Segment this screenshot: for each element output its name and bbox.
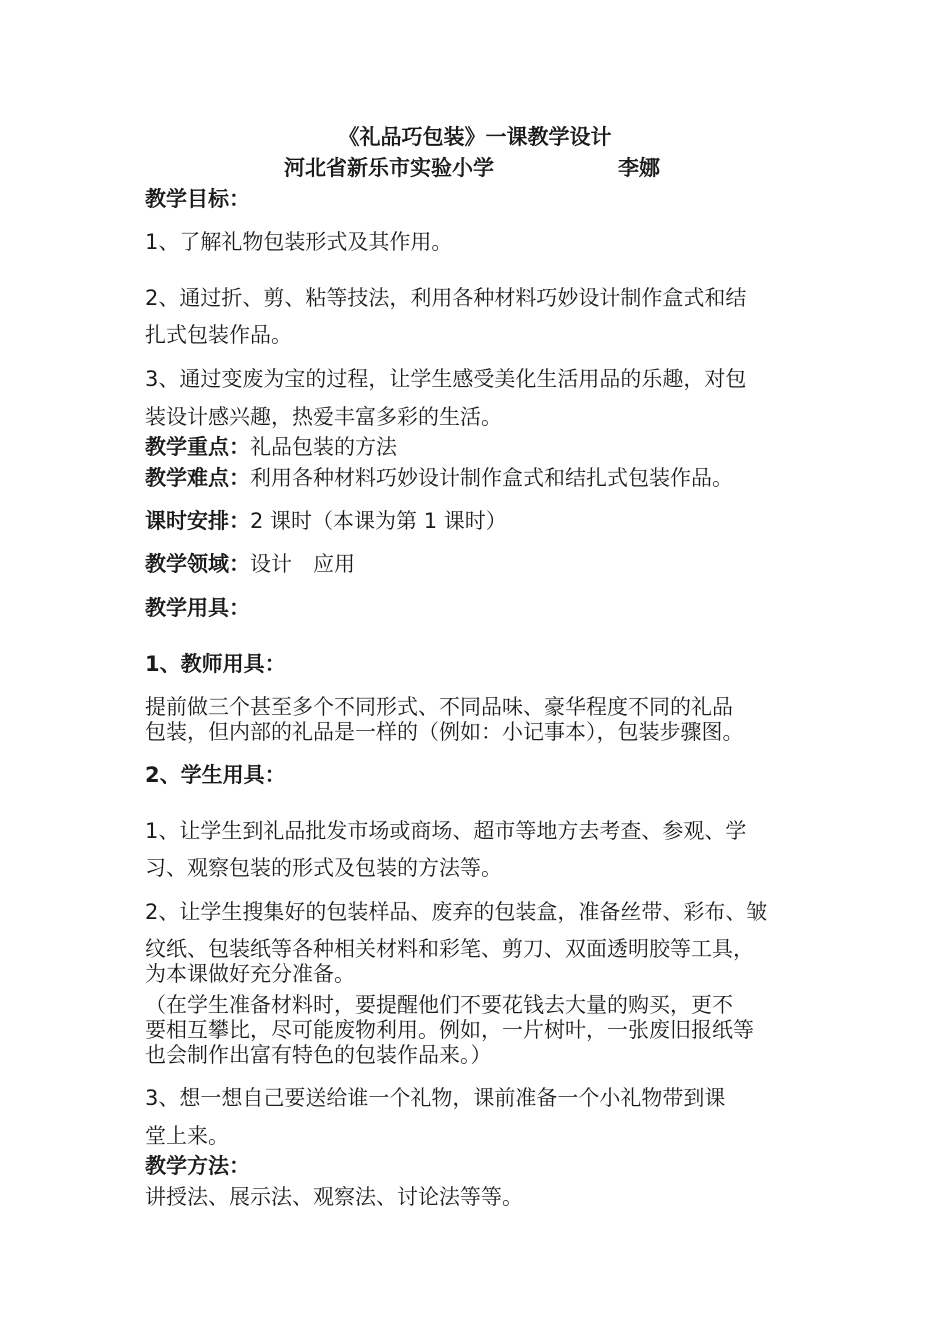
teaching-domain xyxy=(145,551,355,577)
goal-2-line-1: 2、通过折、剪、粘等技法，利用各种材料巧妙设计制作盒式和结 xyxy=(145,286,747,310)
student-item-2-line-1: 2、让学生搜集好的包装样品、废弃的包装盒，准备丝带、彩布、皱 xyxy=(145,900,768,924)
domain-label: 教学领域： xyxy=(145,552,250,576)
key-point-text: 礼品包装的方法 xyxy=(250,435,397,459)
teacher-tools-heading: 1、教师用具： xyxy=(145,652,286,676)
student-item-1-line-1: 1、让学生到礼品批发市场或商场、超市等地方去考查、参观、学 xyxy=(145,819,747,843)
author-name: 李娜 xyxy=(618,156,660,180)
student-item-2-line-3: 为本课做好充分准备。 xyxy=(145,962,355,986)
note-line-1: （在学生准备材料时，要提醒他们不要花钱去大量的购买，更不 xyxy=(145,993,733,1017)
goals-heading: 教学目标： xyxy=(145,187,250,211)
goal-3-line-1: 3、通过变废为宝的过程，让学生感受美化生活用品的乐趣，对包 xyxy=(145,367,747,391)
document-title: 《礼品巧包装》一课教学设计 xyxy=(338,125,612,149)
difficulty-point xyxy=(145,465,733,491)
student-item-3-line-1: 3、想一想自己要送给谁一个礼物，课前准备一个小礼物带到课 xyxy=(145,1086,726,1110)
methods-heading: 教学方法： xyxy=(145,1154,250,1178)
tools-heading: 教学用具： xyxy=(145,596,250,620)
domain-text: 设计 应用 xyxy=(250,552,355,576)
note-line-2: 要相互攀比，尽可能废物利用。例如，一片树叶，一张废旧报纸等 xyxy=(145,1018,754,1042)
key-point-label: 教学重点： xyxy=(145,435,250,459)
teacher-tools-line-1: 提前做三个甚至多个不同形式、不同品味、豪华程度不同的礼品 xyxy=(145,695,733,719)
student-item-1-line-2: 习、观察包装的形式及包装的方法等。 xyxy=(145,856,502,880)
schedule xyxy=(145,508,507,534)
difficulty-label: 教学难点： xyxy=(145,466,250,490)
methods-text: 讲授法、展示法、观察法、讨论法等等。 xyxy=(145,1185,523,1209)
key-point xyxy=(145,434,397,460)
goal-3-line-2: 装设计感兴趣，热爱丰富多彩的生活。 xyxy=(145,405,502,429)
teacher-tools-line-2: 包装，但内部的礼品是一样的（例如：小记事本），包装步骤图。 xyxy=(145,720,744,744)
school-name: 河北省新乐市实验小学 xyxy=(284,156,494,180)
schedule-label: 课时安排： xyxy=(145,509,250,533)
note-line-3: 也会制作出富有特色的包装作品来。） xyxy=(145,1043,492,1067)
student-item-3-line-2: 堂上来。 xyxy=(145,1124,229,1148)
schedule-text: 2 课时（本课为第 1 课时） xyxy=(250,509,507,533)
student-tools-heading: 2、学生用具： xyxy=(145,763,286,787)
difficulty-text: 利用各种材料巧妙设计制作盒式和结扎式包装作品。 xyxy=(250,466,733,490)
student-item-2-line-2: 纹纸、包装纸等各种相关材料和彩笔、剪刀、双面透明胶等工具， xyxy=(145,937,754,961)
goal-1: 1、了解礼物包装形式及其作用。 xyxy=(145,230,453,254)
goal-2-line-2: 扎式包装作品。 xyxy=(145,323,292,347)
